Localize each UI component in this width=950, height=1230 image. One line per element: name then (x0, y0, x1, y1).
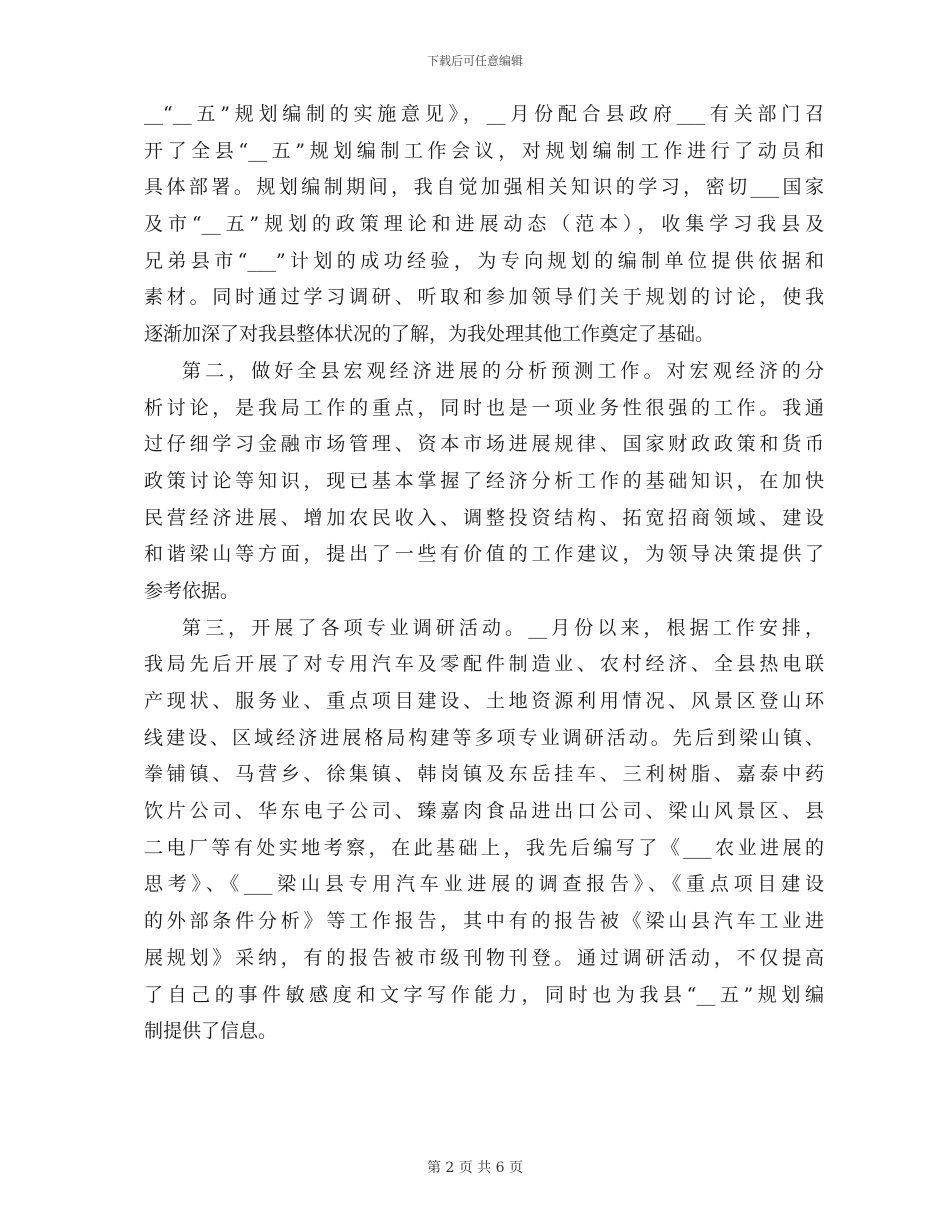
text-line: 具体部署。规划编制期间，我自觉加强相关知识的学习，密切___国家 (144, 176, 824, 199)
text-line: 我局先后开展了对专用汽车及零配件制造业、农村经济、全县热电联 (144, 653, 824, 676)
text-line: 展规划》采纳，有的报告被市级刊物刊登。通过调研活动，不仅提高 (144, 946, 824, 969)
text-line: 兄弟县市“___”计划的成功经验，为专向规划的编制单位提供依据和 (144, 249, 824, 272)
page-number: 第 2 页 共 6 页 (426, 1160, 524, 1176)
text-line: 及市“__五”规划的政策理论和进展动态（范本），收集学习我县及 (144, 213, 824, 236)
text-line: 二电厂等有处实地考察，在此基础上，我先后编写了《___农业进展的 (144, 836, 824, 859)
page-header: 下载后可任意编辑 (426, 54, 523, 68)
text-line: 制提供了信息。 (144, 1020, 278, 1043)
paragraph-2 (144, 353, 824, 610)
text-line: 素材。同时通过学习调研、听取和参加领导们关于规划的讨论，使我 (144, 286, 824, 309)
text-line: 第三，开展了各项专业调研活动。__月份以来，根据工作安排， (182, 616, 824, 639)
text-line: 线建设、区域经济进展格局构建等多项专业调研活动。先后到梁山镇、 (144, 726, 824, 749)
text-line: 政策讨论等知识，现已基本掌握了经济分析工作的基础知识，在加快 (144, 469, 824, 492)
text-line: 第二，做好全县宏观经济进展的分析预测工作。对宏观经济的分 (182, 359, 824, 382)
paragraph-3 (144, 610, 824, 1050)
text-line: 产现状、服务业、重点项目建设、土地资源利用情况、风景区登山环 (144, 690, 824, 712)
document-body (144, 96, 824, 1050)
text-line: 过仔细学习金融市场管理、资本市场进展规律、国家财政政策和货币 (144, 433, 824, 456)
text-line: 思考》、《___梁山县专用汽车业进展的调查报告》、《重点项目建设 (144, 873, 824, 896)
text-line: 逐渐加深了对我县整体状况的了解，为我处理其他工作奠定了基础。 (144, 323, 715, 346)
text-line: __“__五”规划编制的实施意见》，__月份配合县政府___有关部门召 (144, 103, 824, 125)
text-line: 和谐梁山等方面，提出了一些有价值的工作建议，为领导决策提供了 (144, 543, 824, 566)
paragraph-1 (144, 96, 824, 353)
text-line: 饮片公司、华东电子公司、臻嘉肉食品进出口公司、梁山风景区、县 (144, 800, 824, 823)
text-line: 开了全县“__五”规划编制工作会议，对规划编制工作进行了动员和 (144, 139, 824, 162)
text-line: 析讨论，是我局工作的重点，同时也是一项业务性很强的工作。我通 (144, 396, 824, 419)
text-line: 参考依据。 (144, 579, 240, 602)
text-line: 民营经济进展、增加农民收入、调整投资结构、拓宽招商领域、建设 (144, 506, 824, 529)
text-line: 拳铺镇、马营乡、徐集镇、韩岗镇及东岳挂车、三利树脂、嘉泰中药 (144, 763, 824, 786)
text-line: 了自己的事件敏感度和文字写作能力，同时也为我县“__五”规划编 (144, 983, 824, 1006)
text-line: 的外部条件分析》等工作报告，其中有的报告被《梁山县汽车工业进 (144, 910, 824, 933)
